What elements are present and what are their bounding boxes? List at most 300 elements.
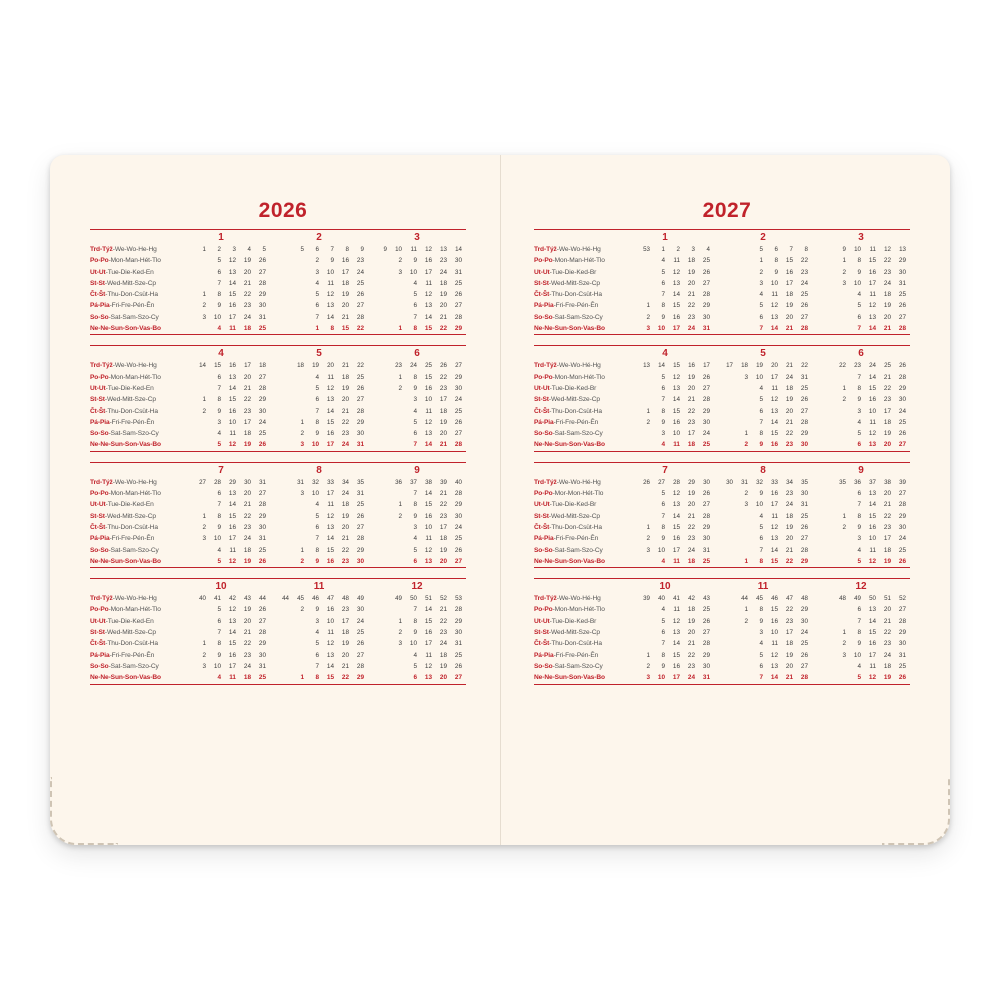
day-number: 19 — [439, 662, 447, 670]
day-number: 19 — [785, 396, 793, 404]
day-number: 14 — [672, 640, 680, 648]
day-number: 30 — [258, 302, 266, 310]
table-row — [90, 406, 466, 417]
day-number: 22 — [883, 384, 891, 392]
day-number: 34 — [342, 478, 349, 486]
day-number: 2 — [646, 535, 650, 543]
day-number: 20 — [687, 384, 695, 392]
day-number: 8 — [661, 302, 665, 310]
day-number: 15 — [673, 362, 680, 370]
month-day-group — [172, 499, 270, 510]
day-number: 14 — [672, 512, 680, 520]
table-row — [90, 638, 466, 649]
day-number: 17 — [424, 268, 432, 276]
day-number: 29 — [229, 478, 236, 486]
day-number: 31 — [898, 279, 906, 287]
month-day-group — [812, 267, 910, 278]
table-row — [534, 255, 910, 266]
day-label: Trd-Týž-We-Wo-Hé-Hg — [534, 595, 601, 603]
day-label: Ut-Ut-Tue-Die-Ked-En — [90, 384, 154, 392]
day-label: Po-Po-Mon-Mon-Hét-Tlo — [534, 606, 605, 614]
day-label: Pá-Pia-Fri-Fre-Pén-Ēn — [534, 535, 599, 543]
day-number: 3 — [398, 268, 402, 276]
day-number: 32 — [312, 478, 319, 486]
day-number: 27 — [800, 407, 808, 415]
month-day-group — [812, 533, 910, 544]
day-number: 20 — [785, 662, 793, 670]
day-number: 11 — [410, 246, 417, 253]
day-numbers — [616, 556, 910, 567]
day-number: 13 — [228, 617, 236, 625]
day-number: 18 — [439, 535, 447, 543]
day-number: 9 — [774, 268, 778, 276]
month-day-group — [172, 300, 270, 311]
day-number: 11 — [673, 257, 680, 265]
quarter-table — [90, 593, 466, 683]
day-number: 7 — [330, 246, 334, 253]
month-day-group — [172, 661, 270, 672]
day-number: 10 — [854, 246, 861, 253]
day-number: 21 — [243, 384, 251, 392]
day-label: So-So-Sat-Sam-Szo-Cy — [534, 430, 603, 438]
day-number: 5 — [315, 384, 319, 392]
month-day-group — [714, 627, 812, 638]
table-row — [90, 312, 466, 323]
day-number: 31 — [702, 325, 710, 333]
quarter-table — [534, 477, 910, 567]
day-number: 20 — [341, 396, 349, 404]
month-day-group — [270, 488, 368, 499]
day-number: 4 — [413, 535, 417, 543]
day-number: 2 — [398, 512, 402, 520]
month-day-group — [714, 661, 812, 672]
day-number: 29 — [702, 302, 710, 310]
day-number: 16 — [228, 523, 236, 531]
quarter-table — [90, 244, 466, 334]
table-row — [90, 556, 466, 567]
day-number: 9 — [413, 629, 417, 637]
month-day-group — [812, 638, 910, 649]
day-number: 6 — [217, 617, 221, 625]
day-number: 23 — [883, 268, 891, 276]
day-number: 4 — [217, 430, 221, 438]
day-number: 6 — [217, 490, 221, 498]
day-number: 17 — [326, 441, 334, 449]
day-number: 19 — [439, 546, 447, 554]
day-number: 7 — [315, 662, 319, 670]
day-number: 38 — [884, 478, 891, 486]
day-number: 15 — [228, 640, 236, 648]
month-day-group — [714, 511, 812, 522]
month-day-group — [616, 616, 714, 627]
day-number: 2 — [744, 617, 748, 625]
month-number: 11 — [757, 581, 769, 593]
month-number: 3 — [858, 232, 864, 243]
day-number: 4 — [315, 501, 319, 509]
month-day-group — [714, 300, 812, 311]
day-number: 3 — [202, 313, 206, 321]
day-number: 52 — [899, 595, 906, 603]
day-number: 45 — [756, 595, 763, 603]
day-number: 12 — [770, 523, 778, 531]
month-day-group — [368, 616, 466, 627]
day-number: 13 — [672, 279, 680, 287]
month-day-group — [270, 545, 368, 556]
month-day-group — [172, 533, 270, 544]
day-number: 27 — [199, 478, 206, 486]
day-number: 27 — [454, 430, 462, 438]
day-number: 25 — [800, 291, 808, 299]
day-label: Trd-Týž-We-Wo-Hé-Hg — [534, 246, 601, 253]
day-number: 15 — [326, 674, 334, 682]
day-number: 22 — [439, 501, 447, 509]
day-number: 13 — [770, 407, 778, 415]
month-number: 10 — [215, 581, 227, 593]
day-number: 36 — [854, 478, 861, 486]
day-number: 17 — [243, 418, 251, 426]
day-number: 18 — [687, 557, 695, 565]
day-number: 51 — [425, 595, 432, 603]
day-number: 25 — [898, 662, 906, 670]
day-number: 2 — [217, 246, 221, 253]
month-day-group — [270, 627, 368, 638]
day-number: 9 — [217, 302, 221, 310]
day-number: 50 — [410, 595, 417, 603]
day-number: 11 — [869, 662, 876, 670]
month-day-group — [368, 672, 466, 683]
day-number: 16 — [424, 512, 432, 520]
day-number: 26 — [258, 441, 266, 449]
day-number: 3 — [217, 418, 221, 426]
day-number: 16 — [868, 396, 876, 404]
day-number: 49 — [395, 595, 402, 603]
day-number: 16 — [228, 651, 236, 659]
table-row — [90, 244, 466, 255]
day-number: 17 — [672, 546, 680, 554]
month-day-group — [812, 372, 910, 383]
day-number: 28 — [702, 396, 710, 404]
day-number: 17 — [770, 501, 778, 509]
day-number: 11 — [229, 430, 236, 438]
day-number: 5 — [413, 418, 417, 426]
day-number: 3 — [759, 279, 763, 287]
day-number: 1 — [398, 325, 402, 333]
day-number: 15 — [785, 257, 793, 265]
day-number: 21 — [687, 640, 695, 648]
month-day-group — [714, 278, 812, 289]
month-day-group — [172, 477, 270, 488]
day-number: 12 — [228, 606, 236, 614]
day-numbers — [172, 545, 466, 556]
table-row — [90, 593, 466, 604]
quarter-rule — [90, 462, 466, 463]
day-number: 3 — [413, 523, 417, 531]
day-number: 16 — [672, 418, 680, 426]
day-number: 5 — [661, 268, 665, 276]
month-day-group — [270, 616, 368, 627]
day-number: 9 — [217, 523, 221, 531]
day-number: 20 — [883, 606, 891, 614]
table-row — [90, 545, 466, 556]
table-row — [90, 428, 466, 439]
day-number: 5 — [759, 523, 763, 531]
month-day-group — [172, 372, 270, 383]
day-numbers — [172, 278, 466, 289]
day-number: 11 — [869, 246, 876, 253]
day-label: Po-Po-Mon-Man-Hét-Tlo — [90, 373, 161, 381]
day-number: 22 — [883, 629, 891, 637]
day-number: 4 — [315, 279, 319, 287]
month-day-group — [172, 522, 270, 533]
month-number: 1 — [218, 232, 224, 243]
table-row — [534, 312, 910, 323]
day-number: 31 — [800, 373, 808, 381]
day-number: 14 — [228, 629, 236, 637]
day-number: 39 — [440, 478, 447, 486]
day-number: 11 — [771, 512, 778, 520]
month-day-group — [270, 499, 368, 510]
day-number: 6 — [759, 662, 763, 670]
day-number: 12 — [326, 640, 334, 648]
month-day-group — [812, 244, 910, 255]
month-day-group — [368, 488, 466, 499]
quarter-table — [534, 244, 910, 334]
day-numbers — [172, 499, 466, 510]
day-number: 9 — [857, 523, 861, 531]
month-day-group — [616, 511, 714, 522]
day-number: 15 — [326, 418, 334, 426]
day-number: 22 — [439, 617, 447, 625]
day-label: Pá-Pia-Fri-Fre-Pén-Ēn — [534, 651, 599, 659]
day-number: 3 — [842, 279, 846, 287]
day-number: 4 — [857, 418, 861, 426]
day-number: 8 — [759, 606, 763, 614]
day-numbers — [172, 627, 466, 638]
month-number-row — [90, 465, 466, 476]
month-day-group — [616, 556, 714, 567]
day-number: 13 — [868, 313, 876, 321]
day-number: 31 — [702, 546, 710, 554]
day-numbers — [616, 545, 910, 556]
day-number: 10 — [424, 396, 432, 404]
month-day-group — [270, 312, 368, 323]
day-number: 25 — [425, 362, 432, 370]
day-number: 44 — [259, 595, 266, 603]
day-number: 3 — [661, 430, 665, 438]
day-number: 29 — [454, 373, 462, 381]
day-number: 6 — [661, 629, 665, 637]
day-number: 3 — [202, 662, 206, 670]
day-number: 12 — [672, 617, 680, 625]
quarter-rule — [534, 229, 910, 230]
day-number: 25 — [702, 257, 710, 265]
day-number: 10 — [672, 430, 680, 438]
month-day-group — [270, 604, 368, 615]
day-number: 2 — [842, 523, 846, 531]
day-number: 7 — [759, 325, 763, 333]
table-row — [90, 289, 466, 300]
day-number: 3 — [842, 651, 846, 659]
day-number: 14 — [770, 418, 778, 426]
day-number: 19 — [756, 362, 763, 370]
day-number: 6 — [774, 246, 778, 253]
day-numbers — [172, 372, 466, 383]
day-numbers — [616, 604, 910, 615]
day-number: 9 — [759, 617, 763, 625]
table-row — [534, 650, 910, 661]
day-number: 26 — [440, 362, 447, 370]
quarter-rule-bottom — [90, 451, 466, 452]
day-number: 22 — [687, 651, 695, 659]
day-number: 1 — [744, 430, 748, 438]
day-number: 30 — [356, 606, 364, 614]
quarter-block — [534, 229, 910, 335]
day-label: Ut-Ut-Tue-Die-Ked-Br — [534, 617, 597, 625]
day-number: 19 — [883, 557, 891, 565]
quarter-rule-bottom — [534, 334, 910, 335]
day-number: 22 — [800, 257, 808, 265]
month-day-group — [812, 627, 910, 638]
month-day-group — [270, 650, 368, 661]
day-number: 4 — [315, 373, 319, 381]
month-day-group — [714, 650, 812, 661]
day-number: 1 — [646, 523, 650, 531]
day-number: 4 — [857, 291, 861, 299]
day-number: 29 — [258, 291, 266, 299]
day-number: 5 — [315, 640, 319, 648]
day-number: 41 — [673, 595, 680, 603]
month-day-group — [616, 417, 714, 428]
day-numbers — [616, 439, 910, 450]
day-number: 28 — [356, 662, 364, 670]
day-number: 6 — [857, 490, 861, 498]
day-number: 11 — [229, 325, 236, 333]
day-label: Ut-Ut-Tue-Die-Ked-Br — [534, 384, 597, 392]
month-day-group — [172, 267, 270, 278]
day-number: 20 — [243, 373, 251, 381]
day-number: 9 — [217, 651, 221, 659]
day-numbers — [172, 360, 466, 371]
day-number: 1 — [202, 246, 206, 253]
day-number: 10 — [213, 662, 221, 670]
day-label: Pá-Pia-Fri-Fre-Pén-Ēn — [90, 535, 155, 543]
page-title-year-left: 2026 — [258, 199, 308, 222]
day-number: 2 — [202, 523, 206, 531]
day-number: 14 — [868, 617, 876, 625]
day-number: 18 — [243, 430, 251, 438]
day-number: 15 — [868, 257, 876, 265]
table-row — [534, 593, 910, 604]
day-number: 29 — [702, 651, 710, 659]
month-day-group — [616, 499, 714, 510]
day-number: 27 — [898, 490, 906, 498]
day-number: 49 — [357, 595, 364, 603]
month-day-group — [812, 360, 910, 371]
day-number: 31 — [898, 651, 906, 659]
day-number: 15 — [424, 617, 432, 625]
day-number: 14 — [424, 441, 432, 449]
day-number: 26 — [258, 606, 266, 614]
day-label: Trd-Týž-We-Wo-Hé-Hg — [534, 478, 601, 486]
day-number: 26 — [643, 478, 650, 486]
month-day-group — [714, 360, 812, 371]
day-number: 43 — [703, 595, 710, 603]
day-number: 13 — [424, 430, 432, 438]
day-number: 8 — [774, 257, 778, 265]
day-number: 29 — [356, 674, 364, 682]
day-label: Pá-Pia-Fri-Fre-Pén-Ēn — [90, 418, 155, 426]
day-number: 27 — [454, 302, 462, 310]
day-number: 22 — [341, 418, 349, 426]
day-number: 20 — [439, 674, 447, 682]
day-number: 22 — [687, 523, 695, 531]
day-number: 28 — [258, 279, 266, 287]
day-number: 26 — [898, 674, 906, 682]
day-number: 29 — [258, 512, 266, 520]
day-label: St-St-Wed-Mitt-Sze-Cp — [90, 512, 156, 520]
day-number: 15 — [341, 325, 349, 333]
day-number: 13 — [899, 246, 906, 253]
day-numbers — [616, 616, 910, 627]
day-number: 17 — [785, 279, 793, 287]
day-number: 29 — [898, 384, 906, 392]
day-number: 11 — [673, 606, 680, 614]
day-number: 8 — [315, 546, 319, 554]
day-number: 15 — [868, 629, 876, 637]
month-number: 3 — [414, 232, 420, 243]
day-number: 6 — [661, 279, 665, 287]
day-number: 25 — [356, 373, 364, 381]
day-number: 9 — [315, 557, 319, 565]
day-number: 11 — [771, 291, 778, 299]
day-number: 2 — [202, 651, 206, 659]
day-number: 10 — [868, 535, 876, 543]
day-number: 20 — [883, 490, 891, 498]
day-number: 28 — [356, 535, 364, 543]
day-number: 24 — [410, 362, 417, 370]
day-number: 8 — [345, 246, 349, 253]
month-day-group — [368, 244, 466, 255]
day-number: 9 — [217, 407, 221, 415]
day-number: 27 — [258, 617, 266, 625]
day-number: 8 — [413, 617, 417, 625]
day-number: 18 — [883, 418, 891, 426]
day-numbers — [172, 267, 466, 278]
day-number: 18 — [439, 279, 447, 287]
day-number: 53 — [643, 246, 650, 253]
day-number: 28 — [702, 512, 710, 520]
month-day-group — [812, 661, 910, 672]
day-number: 47 — [327, 595, 334, 603]
day-number: 23 — [243, 523, 251, 531]
day-number: 31 — [800, 501, 808, 509]
day-number: 18 — [439, 407, 447, 415]
month-day-group — [270, 672, 368, 683]
day-number: 17 — [341, 617, 349, 625]
day-number: 25 — [898, 291, 906, 299]
day-number: 23 — [785, 441, 793, 449]
month-day-group — [172, 244, 270, 255]
day-number: 6 — [857, 606, 861, 614]
month-day-group — [368, 278, 466, 289]
day-number: 12 — [884, 246, 891, 253]
quarter-table — [90, 477, 466, 567]
day-number: 20 — [785, 535, 793, 543]
day-number: 23 — [243, 302, 251, 310]
day-number: 21 — [687, 396, 695, 404]
month-day-group — [616, 406, 714, 417]
day-number: 19 — [439, 418, 447, 426]
